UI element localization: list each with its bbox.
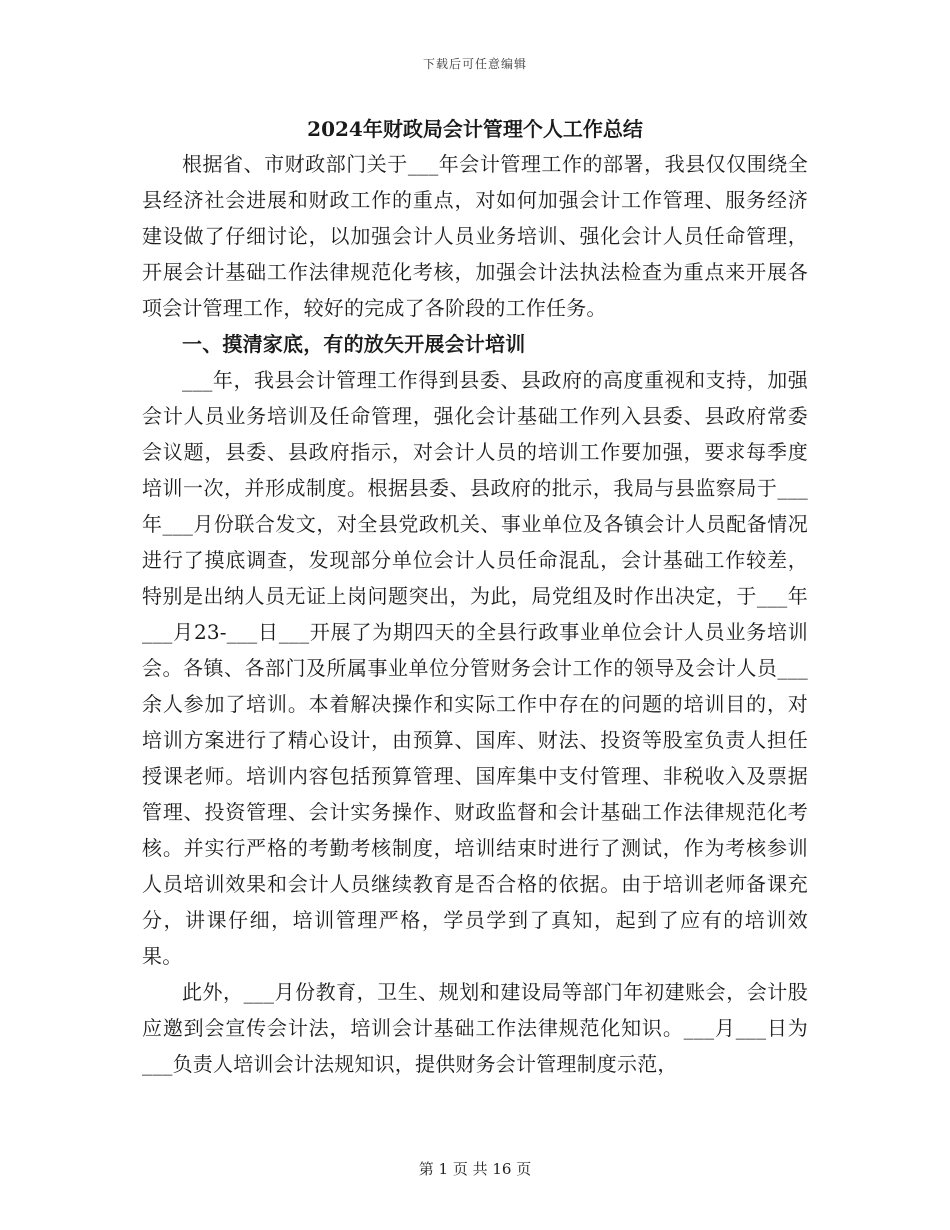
section-paragraph-1: ___年，我县会计管理工作得到县委、县政府的高度重视和支持，加强会计人员业务培训及任命管理，强化会计基础工作列入县委、县政府常委会议题，县委、县政府指示，对会计人员的培训工作要加强，要求每季度培训一次，并形成制度。根据县委、县政府的批示，我局与县监察局于___年___月份联合发文，对全县党政机关、事业单位及各镇会计人员配备情况进行了摸底调查，发现部分单位会计人员任命混乱，会计基础工作较差，特别是出纳人员无证上岗问题突出，为此，局党组及时作出决定，于___年___月23-___日___开展了为期四天的全县行政事业单位会计人员业务培训会。各镇、各部门及所属事业单位分管财务会计工作的领导及会计人员___余人参加了培训。本着解决操作和实际工作中存在的问题的培训目的，对培训方案进行了精心设计，由预算、国库、财法、投资等股室负责人担任授课老师。培训内容包括预算管理、国库集中支付管理、非税收入及票据管理、投资管理、会计实务操作、财政监督和会计基础工作法律规范化考核。并实行严格的考勤考核制度，培训结束时进行了测试，作为考核参训人员培训效果和会计人员继续教育是否合格的依据。由于培训老师备课充分，讲课仔细，培训管理严格，学员学到了真知，起到了应有的培训效果。 [142,368,808,968]
document-body [142,146,808,1082]
page-number-footer: 第 1 页 共 16 页 [418,1160,532,1178]
intro-paragraph: 根据省、市财政部门关于___年会计管理工作的部署，我县仅仅围绕全县经济社会进展和财政工作的重点，对如何加强会计工作管理、服务经济建设做了仔细讨论，以加强会计人员业务培训、强化会计人员任命管理，开展会计基础工作法律规范化考核，加强会计法执法检查为重点来开展各项会计管理工作，较好的完成了各阶段的工作任务。 [142,152,808,320]
document-title: 2024年财政局会计管理个人工作总结 [307,117,643,141]
header-note: 下载后可任意编辑 [422,57,527,71]
section-heading: 一、摸清家底，有的放矢开展会计培训 [182,332,526,356]
section-paragraph-2: 此外，___月份教育，卫生、规划和建设局等部门年初建账会，会计股应邀到会宣传会计法，培训会计基础工作法律规范化知识。___月___日为___负责人培训会计法规知识，提供财务会计管理制度示范， [142,980,808,1076]
